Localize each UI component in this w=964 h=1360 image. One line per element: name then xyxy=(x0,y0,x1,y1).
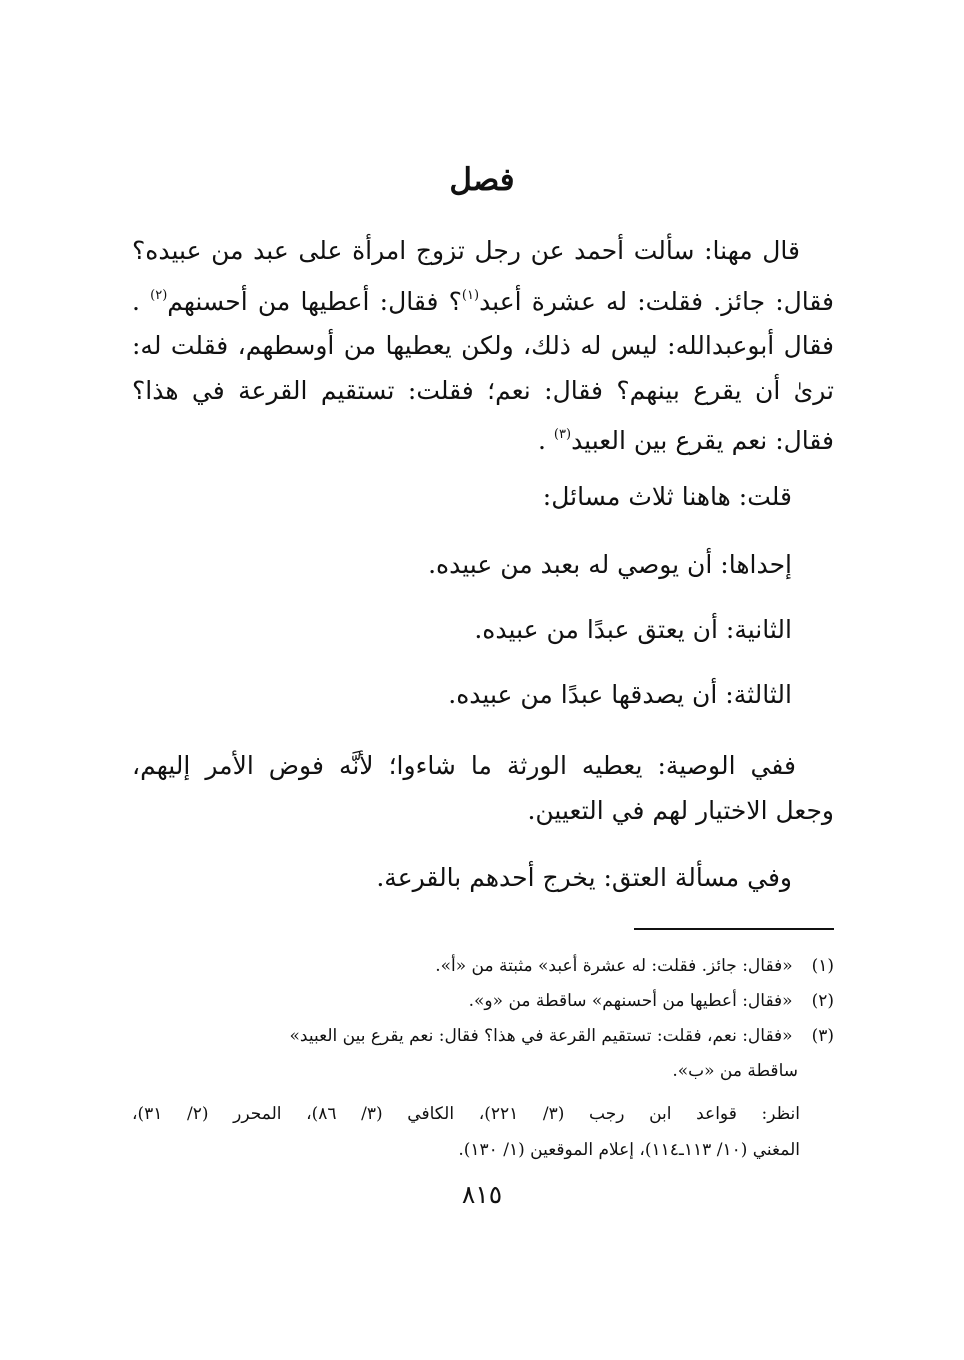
footnote-number: (١) xyxy=(811,956,834,976)
text-segment: ؟ فقال: أعطيها من أحسنهم xyxy=(167,286,462,316)
footnote-marker: (٢) xyxy=(150,287,168,303)
paragraph-line: وجعل الاختيار لهم في التعيين. xyxy=(527,795,834,825)
paragraph-line xyxy=(132,274,834,325)
issue-third: الثالثة: أن يصدقها عبدًا من عبيده. xyxy=(448,680,792,709)
bequest-paragraph xyxy=(132,744,834,833)
paragraph-line: قال مهنا: سألت أحمد عن رجل تزوج امرأة على عبد من عبيده؟ xyxy=(132,236,800,265)
paragraph-line: فقال أبوعبدالله: ليس له ذلك، ولكن يعطيها من أوسطهم، فقلت له: xyxy=(132,331,834,360)
reference-line: المغني (١٠/ ١١٣ـ١١٤)، إعلام الموقعين (١/ ١٣٠). xyxy=(458,1140,800,1160)
text-segment: . xyxy=(132,286,140,316)
footnote-marker: (٣) xyxy=(553,427,572,442)
footnote-number: (٢) xyxy=(811,991,834,1011)
footnote-2 xyxy=(132,984,834,1019)
paragraph-line xyxy=(132,413,834,464)
footnote-references xyxy=(132,1096,800,1168)
paragraph-line: ترىٰ أن يقرع بينهم؟ فقال: نعم؛ فقلت: تستقيم القرعة في هذا؟ xyxy=(132,375,834,405)
footnote-3-continuation: ساقطة من «ب». xyxy=(672,1061,798,1081)
footnote-number: (٣) xyxy=(811,1026,834,1046)
text-segment: فقال: نعم يقرع بين العبيد xyxy=(571,426,834,455)
opening-paragraph xyxy=(132,229,834,464)
issues-intro: قلت: هاهنا ثلاث مسائل: xyxy=(542,482,792,511)
section-title: فصل xyxy=(449,162,515,198)
text-segment: فقال: جائز. فقلت: له عشرة أعبد xyxy=(479,286,834,316)
manumission-paragraph: وفي مسألة العتق: يخرج أحدهم بالقرعة. xyxy=(376,863,792,892)
footnote-1 xyxy=(132,949,834,984)
footnote-text: «فقال: نعم، فقلت: تستقيم القرعة في هذا؟ فقال: نعم يقرع بين العبيد» xyxy=(289,1026,793,1046)
paragraph-line: ففي الوصية: يعطيه الورثة ما شاءوا؛ لأنَّه فوض الأمر إليهم، xyxy=(132,751,796,780)
footnote-separator xyxy=(634,928,834,930)
footnote-text: «فقال: أعطيها من أحسنهم» ساقطة من «و». xyxy=(468,991,793,1011)
footnote-marker: (١) xyxy=(461,287,480,303)
issue-first: إحداها: أن يوصي له بعبد من عبيده. xyxy=(428,550,792,579)
footnotes xyxy=(132,949,834,1089)
footnote-3 xyxy=(132,1019,834,1054)
reference-line: انظر: قواعد ابن رجب (٣/ ٢٢١)، الكافي (٣/ ٨٦)، المحرر (٢/ ٣١)، xyxy=(132,1104,800,1124)
footnote-text: «فقال: جائز. فقلت: له عشرة أعبد» مثبتة من «أ». xyxy=(435,956,793,976)
issue-second: الثانية: أن يعتق عبدًا من عبيده. xyxy=(474,615,792,644)
text-segment: . xyxy=(538,426,546,455)
page-number: ٨١٥ xyxy=(461,1180,503,1209)
